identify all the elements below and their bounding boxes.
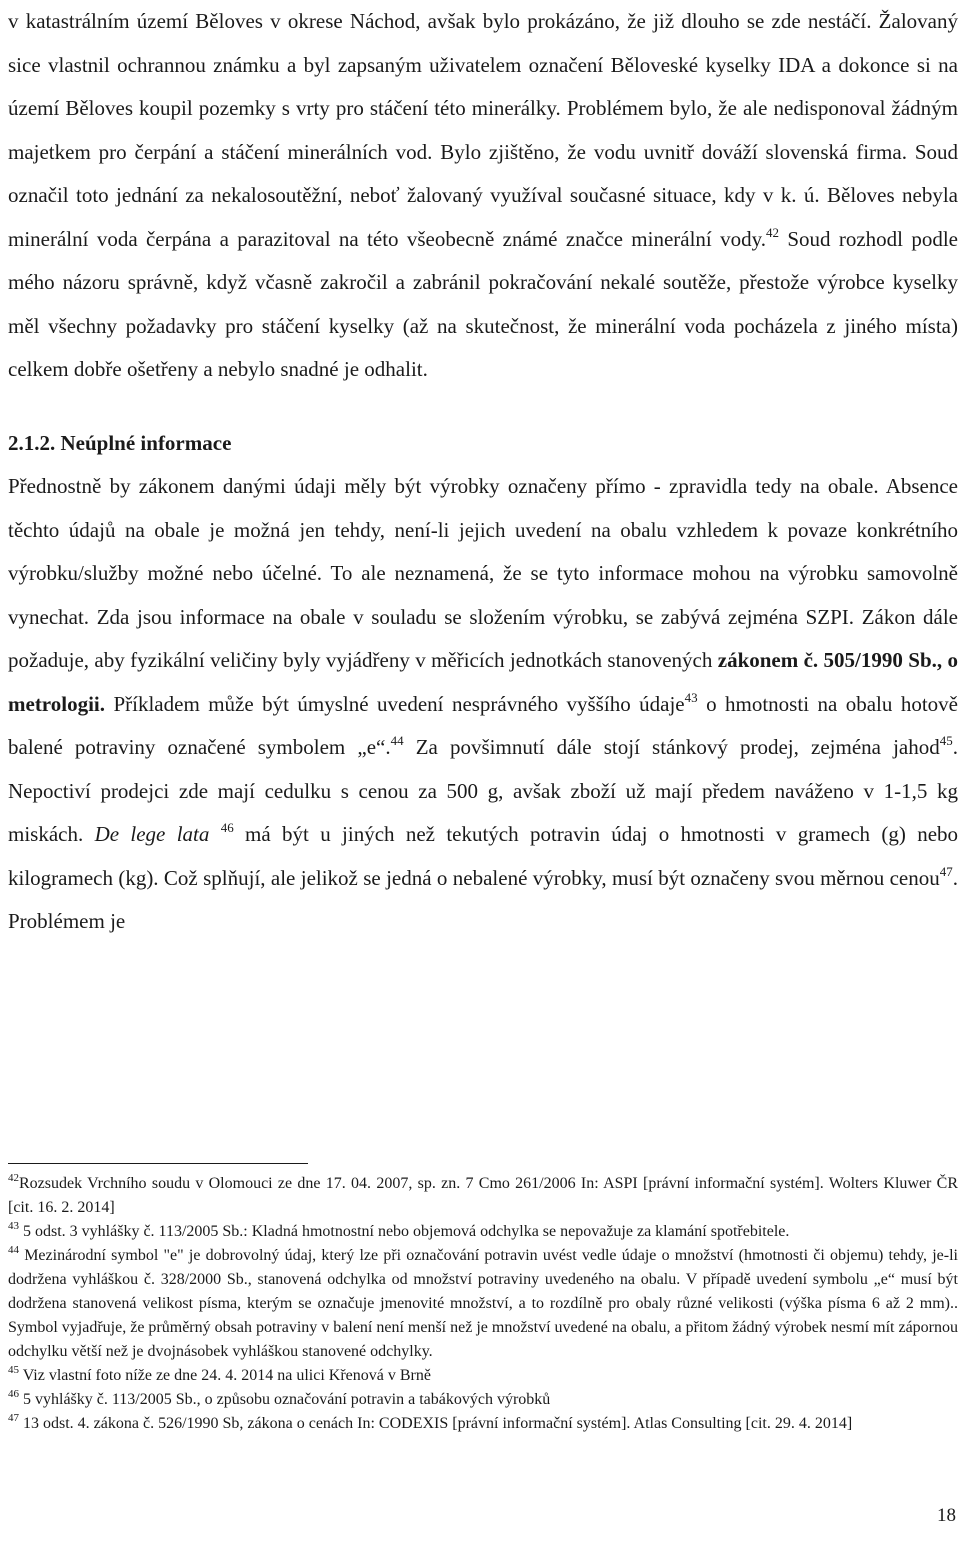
page-number: 18 — [937, 1505, 956, 1526]
page-content — [8, 0, 958, 944]
footnote-number: 42 — [8, 1172, 19, 1184]
paragraph-2-text: . Nepoctiví prodejci zde mají cedulku s cenou za 500 g, avšak zboží už mají předem naváženo v 1-1,5 kg miskách. — [8, 735, 958, 846]
footnote-number: 44 — [8, 1244, 19, 1256]
latin-phrase: De lege lata — [94, 822, 210, 846]
footnote-ref-46[interactable]: 46 — [220, 820, 234, 835]
footnotes — [8, 1172, 958, 1436]
footnote-43 — [8, 1220, 958, 1244]
footnote-ref-44[interactable]: 44 — [390, 733, 404, 748]
footnote-text: 5 odst. 3 vyhlášky č. 113/2005 Sb.: Kladná hmotnostní nebo objemová odchylka se nepovažuje za klamání spotřebitele. — [19, 1223, 790, 1240]
paragraph-1 — [8, 0, 958, 392]
paragraph-2-text: Příkladem může být úmyslné uvedení nesprávného vyššího údaje — [105, 691, 685, 716]
footnote-number: 43 — [8, 1220, 19, 1232]
footnote-ref-43[interactable]: 43 — [684, 689, 698, 705]
paragraph-1-text-cont: Soud rozhodl podle mého názoru správně, když včasně zakročil a zabránil pokračování nekalé soutěže, přestože výrobce kyselky měl všechny požadavky pro stáčení kyselky (až na skutečnost, že minerální voda pocházela z jiného místa) celkem dobře ošetřeny a nebylo snadné je odhalit. — [8, 226, 958, 381]
footnote-ref-47[interactable]: 47 — [939, 863, 953, 879]
footnote-45 — [8, 1364, 958, 1388]
footnote-47 — [8, 1412, 958, 1436]
paragraph-2 — [8, 465, 958, 944]
law-reference: zákonem č. 505/1990 Sb., o metrologii. — [8, 648, 958, 716]
paragraph-1-text: v katastrálním území Běloves v okrese Náchod, avšak bylo prokázáno, že již dlouho se zde nestáčí. Žalovaný sice vlastnil ochrannou známku a byl zapsaným uživatelem označení Běloveské kyselky IDA a dokonce si na území Běloves koupil pozemky s vrty pro stáčení této minerálky. Problémem bylo, že ale nedisponoval žádným majetkem pro čerpání a stáčení minerálních vod. Bylo zjištěno, že vodu uvnitř dováží slovenská firma. Soud označil toto jednání za nekalosoutěžní, neboť žalovaný využíval současné situace, kdy v k. ú. Běloves nebyla minerální voda čerpána a parazitoval na této všeobecně známé značce minerální vody. — [8, 9, 958, 251]
paragraph-2-text: má být u jiných než tekutých potravin údaj o hmotnosti v gramech (g) nebo kilogramech (kg). Což splňují, ale jelikož se jedná o nebalené výrobky, musí být označeny svou měrnou cenou — [8, 822, 959, 890]
footnote-number: 45 — [8, 1364, 19, 1376]
footnote-44 — [8, 1244, 958, 1364]
footnote-text: 5 vyhlášky č. 113/2005 Sb., o způsobu označování potravin a tabákových výrobků — [19, 1391, 551, 1408]
footnote-divider — [8, 1163, 308, 1164]
paragraph-2-text: . Problémem je — [8, 865, 958, 933]
footnote-46 — [8, 1388, 958, 1412]
footnote-text: 13 odst. 4. zákona č. 526/1990 Sb, zákona o cenách In: CODEXIS [právní informační systém]. Atlas Consulting [cit. 29. 4. 2014] — [19, 1415, 853, 1432]
footnote-ref-45[interactable]: 45 — [939, 733, 953, 748]
paragraph-2-text: Za povšimnutí dále stojí stánkový prodej, zejména jahod — [403, 735, 940, 759]
footnote-text: Viz vlastní foto níže ze dne 24. 4. 2014 na ulici Křenová v Brně — [19, 1367, 431, 1384]
paragraph-2-text: Přednostně by zákonem danými údaji měly být výrobky označeny přímo - zpravidla tedy na obale. Absence těchto údajů na obale je možná jen tehdy, není-li jejich uvedení na obalu vzhledem k povaze konkrétního výrobku/služby možné nebo účelné. To ale neznamená, že se tyto informace mohou na výrobku samovolně vynechat. Zda jsou informace na obale v souladu se složením výrobku, se zabývá zejména SZPI. Zákon dále požaduje, aby fyzikální veličiny byly vyjádřeny v měřicích jednotkách stanovených — [8, 474, 958, 672]
footnote-text: Rozsudek Vrchního soudu v Olomouci ze dne 17. 04. 2007, sp. zn. 7 Cmo 261/2006 In: ASPI [právní informační systém]. Wolters Kluwer ČR [cit. 16. 2. 2014] — [8, 1175, 958, 1216]
footnote-ref-42[interactable]: 42 — [765, 224, 779, 240]
footnote-number: 47 — [8, 1412, 19, 1424]
footnote-42 — [8, 1172, 958, 1220]
paragraph-2-text: o hmotnosti na obalu hotově balené potraviny označené symbolem „e“. — [8, 691, 958, 759]
paragraph-2-text — [209, 822, 220, 846]
footnote-text: Mezinárodní symbol "e" je dobrovolný údaj, který lze při označování potravin uvést vedle údaje o množství (hmotnosti či objemu) tehdy, je-li dodržena vyhláškou č. 328/2000 Sb., stanovená odchylka od množství potraviny uvedeného na obalu. V případě uvedení symbolu „e“ musí být dodržena stanovená velikost písma, kterým se označuje jmenovité množství, a to rozdílně pro obaly různé velikosti (výška písma 6 až 2 mm).. Symbol vyjadřuje, že průměrný obsah potraviny v balení není menší než je množství uvedené na obalu, a přitom žádný výrobek nesmí mít zápornou odchylku větší než je dvojnásobek vyhláškou stanovené odchylky. — [8, 1247, 958, 1360]
section-heading: 2.1.2. Neúplné informace — [8, 430, 232, 455]
footnote-number: 46 — [8, 1388, 19, 1400]
